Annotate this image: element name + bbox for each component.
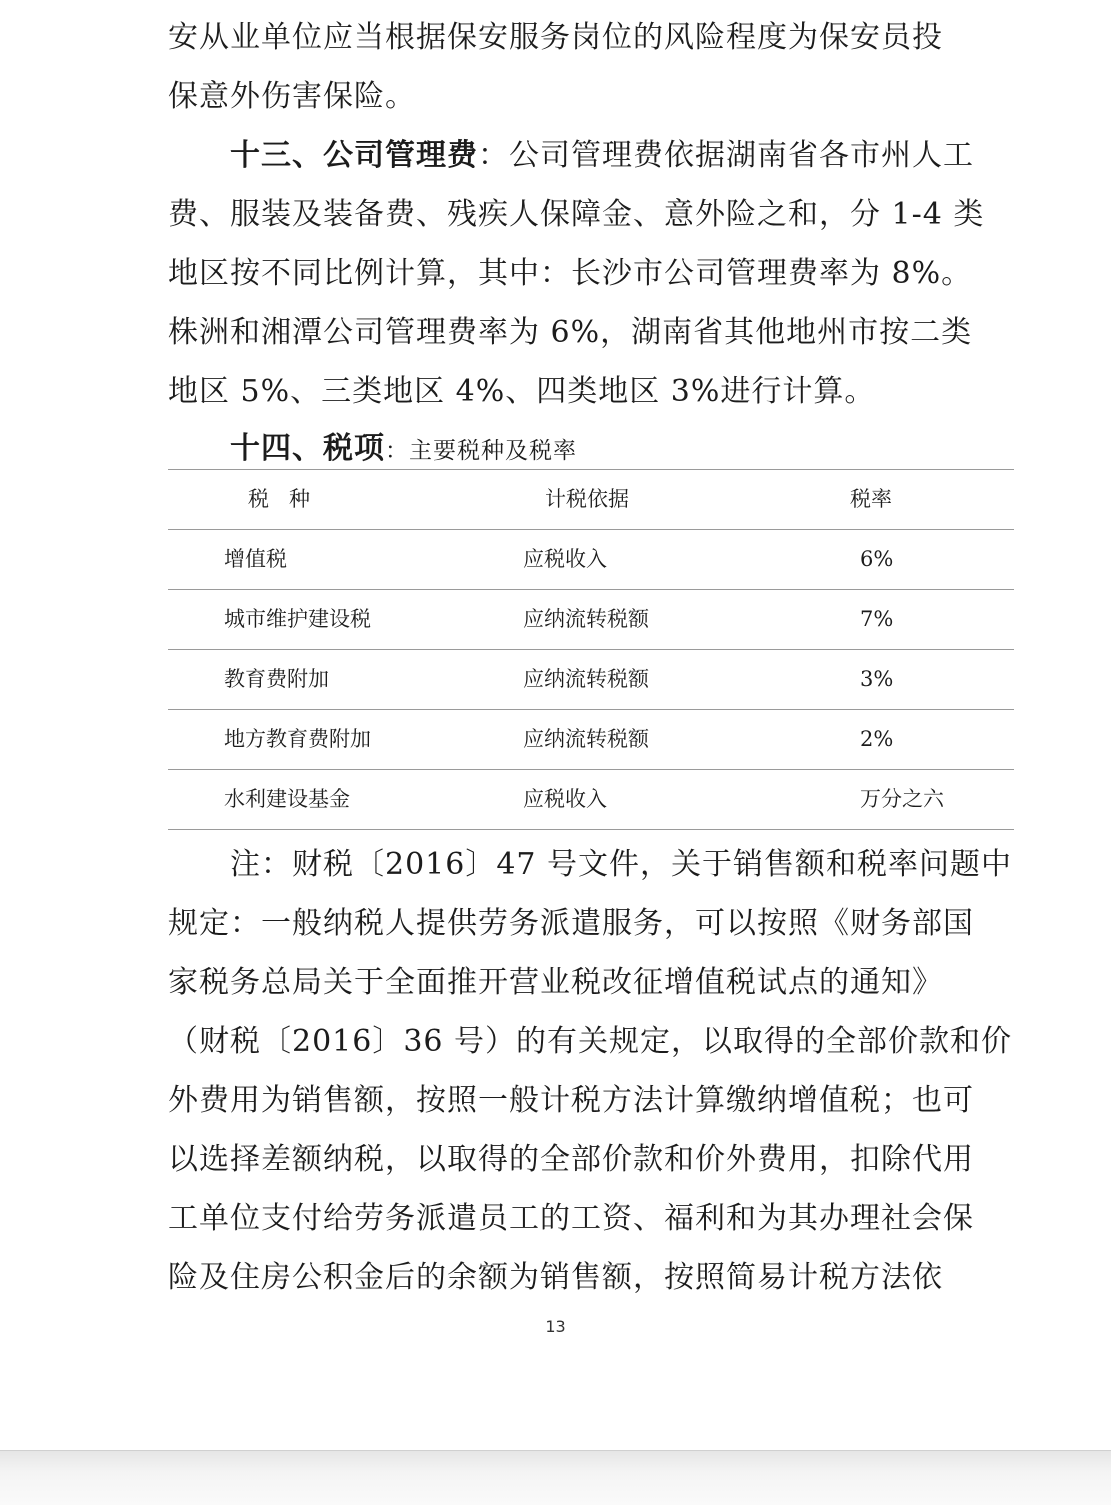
note-line-7: 工单位支付给劳务派遣员工的工资、福利和为其办理社会保 [168,1201,974,1236]
cell-tax-rate: 2% [860,727,894,751]
table-row [168,709,1014,769]
section13-heading: 十三、公司管理费 [230,138,478,173]
note-line-5: 外费用为销售额，按照一般计税方法计算缴纳增值税；也可 [168,1083,974,1118]
cell-tax-type: 教育费附加 [224,667,329,691]
cell-tax-type: 水利建设基金 [224,787,350,811]
header-tax-type: 税种 [248,487,330,511]
note-line-2: 规定：一般纳税人提供劳务派遣服务，可以按照《财务部国 [168,906,974,941]
cell-tax-type: 城市维护建设税 [224,607,371,631]
note-line-4: （财税〔2016〕36 号）的有关规定，以取得的全部价款和价 [168,1024,1013,1059]
table-row [168,589,1014,649]
cell-tax-basis: 应税收入 [523,787,607,811]
note-line-1: 注：财税〔2016〕47 号文件，关于销售额和税率问题中 [230,847,1013,882]
table-row [168,529,1014,589]
cell-tax-rate: 7% [860,607,894,631]
cell-tax-rate: 6% [860,547,894,571]
cell-tax-type: 增值税 [224,547,287,571]
section13-line-5: 地区 5%、三类地区 4%、四类地区 3%进行计算。 [168,374,876,409]
cell-tax-type: 地方教育费附加 [224,727,371,751]
note-line-3: 家税务总局关于全面推开营业税改征增值税试点的通知》 [168,965,943,1000]
cell-tax-basis: 应纳流转税额 [523,667,649,691]
section13-line-3: 地区按不同比例计算，其中：长沙市公司管理费率为 8%。 [168,256,973,291]
table-row [168,769,1014,830]
header-tax-rate: 税率 [850,487,892,511]
cell-tax-basis: 应纳流转税额 [523,727,649,751]
table-row [168,649,1014,709]
section13-line-4: 株洲和湘潭公司管理费率为 6%，湖南省其他地州市按二类 [168,315,973,350]
note-line-8: 险及住房公积金后的余额为销售额，按照简易计税方法依 [168,1260,943,1295]
table-header-row [168,469,1014,529]
section14-line [230,429,958,471]
intro-line-2: 保意外伤害保险。 [168,79,416,114]
cell-tax-basis: 应纳流转税额 [523,607,649,631]
note-line-6: 以选择差额纳税，以取得的全部价款和价外费用，扣除代用 [168,1142,974,1177]
tax-table [168,469,1014,830]
section14-text: ：主要税种及税率 [385,438,577,464]
cell-tax-basis: 应税收入 [523,547,607,571]
section13-line-2: 费、服装及装备费、残疾人保障金、意外险之和，分 1-4 类 [168,197,985,232]
cell-tax-rate: 3% [860,667,894,691]
viewer-bottom-edge [0,1450,1111,1505]
page-number: 13 [545,1317,566,1336]
section13-first-line [230,136,974,176]
intro-line-1: 安从业单位应当根据保安服务岗位的风险程度为保安员投 [168,20,943,55]
header-tax-basis: 计税依据 [545,487,629,511]
section13-first-line-text: ：公司管理费依据湖南省各市州人工 [478,138,974,173]
section14-heading: 十四、税项 [230,431,385,466]
cell-tax-rate: 万分之六 [860,787,944,811]
